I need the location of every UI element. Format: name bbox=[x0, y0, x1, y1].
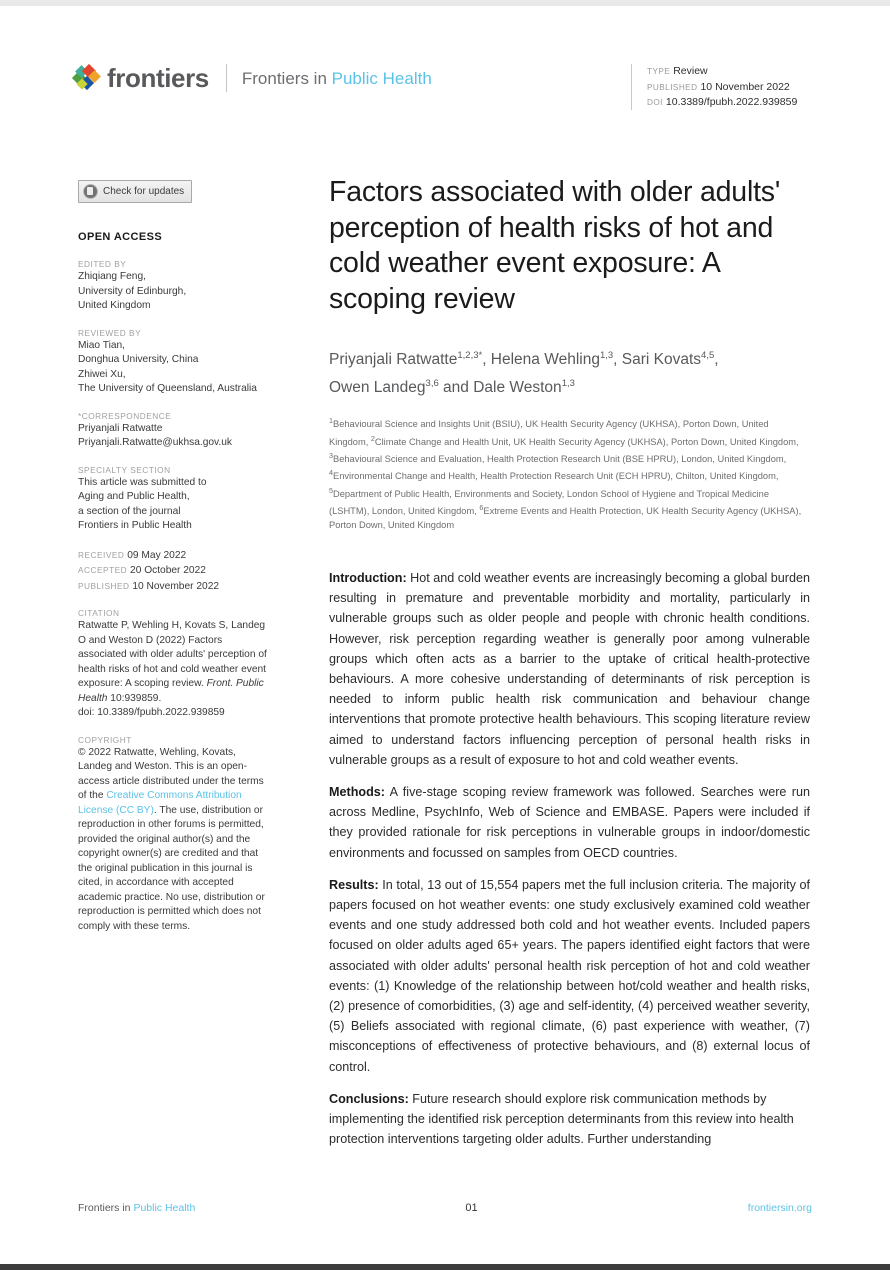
citation-section bbox=[78, 608, 268, 721]
page-number: 01 bbox=[465, 1202, 478, 1214]
abstract-text-methods: A five-stage scoping review framework was followed. Searches were run across Medline, PsychInfo, Web of Science and EMBASE. Papers were included if they provided rationale for risk perceptions in vulnerable groups in indoor/domestic environments and focussed on samples from OECD countries. bbox=[329, 784, 810, 860]
check-for-updates-button[interactable] bbox=[78, 180, 192, 203]
correspondence-key: *CORRESPONDENCE bbox=[78, 410, 172, 421]
meta-doi-value[interactable]: 10.3389/fpubh.2022.939859 bbox=[665, 96, 798, 108]
meta-published-row bbox=[647, 80, 797, 96]
edited-by-line: United Kingdom bbox=[78, 300, 151, 311]
affiliation-marker: 3 bbox=[329, 451, 333, 461]
citation-journal: Front. Public Health bbox=[78, 678, 264, 704]
reviewed-by-line: Miao Tian, bbox=[78, 339, 125, 351]
citation-key: CITATION bbox=[78, 608, 120, 618]
masthead-divider bbox=[226, 64, 227, 92]
copyright-license-link[interactable]: Creative Commons Attribution License (CC BY) bbox=[78, 790, 242, 816]
received-row bbox=[78, 548, 268, 564]
affiliation-text: Environmental Change and Health, Health Protection Research Unit (ECH HPRU), Chilton, United Kingdom, bbox=[333, 471, 779, 482]
published-key: PUBLISHED bbox=[78, 580, 130, 591]
journal-title-prefix: Frontiers in bbox=[241, 68, 332, 88]
abstract-label-methods: Methods: bbox=[329, 784, 385, 799]
edited-by-line: Zhiqiang Feng, bbox=[78, 271, 146, 282]
copyright-part2: . The use, distribution or reproduction in other forums is permitted, provided the original author(s) and the copyright owner(s) are credited and that the original publication in this journal is cited, in accordance with accepted academic practice. No use, distribution or reproduction is permitted which does not comply with these terms. bbox=[78, 804, 265, 932]
meta-doi-row bbox=[647, 95, 797, 111]
check-for-updates-label: Check for updates bbox=[103, 186, 185, 197]
abstract-label-introduction: Introduction: bbox=[329, 570, 407, 585]
affiliation-text: Extreme Events and Health Protection, UK Health Security Agency (UKHSA), Porton Down, United Kingdom bbox=[329, 506, 802, 530]
affiliation-text: Behavioural Science and Evaluation, Health Protection Research Unit (BSE HPRU), London, United Kingdom, bbox=[333, 454, 787, 465]
specialty-line: This article was submitted to bbox=[78, 476, 207, 488]
author-name[interactable]: and Dale Weston bbox=[438, 379, 562, 397]
specialty-key: SPECIALTY SECTION bbox=[78, 464, 171, 475]
open-access-label: OPEN ACCESS bbox=[78, 231, 163, 243]
abstract-paragraph-conclusions bbox=[329, 1089, 810, 1150]
footer-website-link[interactable]: frontiersin.org bbox=[747, 1202, 812, 1214]
published-value: 10 November 2022 bbox=[132, 580, 220, 592]
footer-journal-accent: Public Health bbox=[133, 1202, 196, 1214]
affiliation-marker: 5 bbox=[329, 485, 333, 495]
affiliation-marker: 1 bbox=[329, 416, 333, 426]
author-separator: , bbox=[714, 351, 719, 369]
meta-published-value: 10 November 2022 bbox=[700, 80, 790, 93]
meta-type-key: TYPE bbox=[647, 67, 671, 76]
specialty-line: Aging and Public Health, bbox=[78, 491, 190, 502]
affiliation-text: Department of Public Health, Environments and Society, London School of Hygiene and Tropical Medicine (LSHTM), London, United Kingdom, bbox=[329, 488, 769, 517]
author-affiliation-marker: 1,2,3* bbox=[457, 350, 483, 361]
abstract-label-results: Results: bbox=[329, 877, 379, 892]
reviewed-by-line: The University of Queensland, Australia bbox=[78, 383, 257, 394]
specialty-line: Frontiers in Public Health bbox=[78, 520, 192, 531]
dates-section bbox=[78, 548, 268, 595]
copyright-part1: © 2022 Ratwatte, Wehling, Kovats, Landeg and Weston. This is an open-access article distributed under the terms of the bbox=[78, 746, 264, 801]
edited-by-line: University of Edinburgh, bbox=[78, 285, 187, 297]
specialty-line: a section of the journal bbox=[78, 505, 181, 517]
meta-type-row bbox=[647, 64, 797, 80]
page-sheet bbox=[0, 12, 890, 1264]
page-title: Factors associated with older adults' perception of health risks of hot and cold weather event exposure: A scoping review bbox=[329, 176, 781, 315]
edited-by-key: EDITED BY bbox=[78, 259, 127, 269]
copyright-key: COPYRIGHT bbox=[78, 734, 132, 745]
accepted-row bbox=[78, 563, 268, 579]
author-affiliation-marker: 4,5 bbox=[701, 350, 715, 361]
reviewed-by-line: Zhiwei Xu, bbox=[78, 368, 126, 380]
author-name[interactable]: , Sari Kovats bbox=[613, 351, 702, 369]
frontiers-logo-icon bbox=[74, 65, 100, 91]
article-body bbox=[329, 175, 810, 1161]
meta-type-value: Review bbox=[673, 65, 708, 77]
accepted-value: 20 October 2022 bbox=[130, 565, 206, 576]
affiliation-text: Behavioural Science and Insights Unit (BSIU), UK Health Security Agency (UKHSA), Porton Down, United Kingdom, bbox=[329, 419, 769, 447]
copyright-section bbox=[78, 735, 268, 935]
sidebar bbox=[78, 180, 268, 948]
journal-title-accent: Public Health bbox=[331, 68, 432, 88]
received-value: 09 May 2022 bbox=[127, 549, 187, 561]
author-name[interactable]: Priyanjali Ratwatte bbox=[329, 351, 458, 369]
reviewed-by-section bbox=[78, 328, 268, 397]
journal-title bbox=[242, 70, 432, 87]
affiliation-marker: 4 bbox=[329, 468, 333, 478]
article-meta bbox=[631, 64, 797, 110]
specialty-section bbox=[78, 465, 268, 534]
author-affiliation-marker: 1,3 bbox=[561, 378, 575, 390]
abstract-paragraph-results bbox=[329, 875, 810, 1077]
affiliations-list bbox=[329, 414, 810, 532]
correspondence-name: Priyanjali Ratwatte bbox=[78, 422, 163, 434]
reviewed-by-line: Donghua University, China bbox=[78, 354, 199, 365]
abstract-text-conclusions: Future research should explore risk communication methods by implementing the identified risk perception determinants from this review into health protection interventions targeting older adults. Further understanding bbox=[329, 1091, 794, 1147]
citation-locator: 10:939859. bbox=[107, 692, 162, 704]
author-affiliation-marker: 1,3 bbox=[599, 350, 614, 361]
affiliation-marker: 2 bbox=[370, 433, 375, 443]
frontiers-wordmark: frontiers bbox=[107, 63, 209, 93]
copyright-text bbox=[78, 746, 268, 935]
author-name[interactable]: , Helena Wehling bbox=[482, 351, 600, 369]
accepted-key: ACCEPTED bbox=[78, 565, 128, 575]
edited-by-section bbox=[78, 259, 268, 314]
abstract-paragraph-introduction bbox=[329, 568, 810, 770]
author-name[interactable]: Owen Landeg bbox=[329, 379, 426, 397]
citation-text bbox=[78, 619, 268, 721]
citation-main: Ratwatte P, Wehling H, Kovats S, Landeg O and Weston D (2022) Factors associated with older adults' perception of health risks of hot and cold weather event exposure: A scoping review. bbox=[78, 620, 267, 689]
affiliation-marker: 6 bbox=[479, 503, 484, 513]
page-footer bbox=[78, 1202, 812, 1214]
abstract-paragraph-methods bbox=[329, 782, 810, 863]
published-row bbox=[78, 579, 268, 595]
meta-doi-key: DOI bbox=[647, 98, 663, 107]
footer-journal bbox=[78, 1202, 195, 1214]
correspondence-email[interactable]: Priyanjali.Ratwatte@ukhsa.gov.uk bbox=[78, 437, 232, 448]
reviewed-by-key: REVIEWED BY bbox=[78, 327, 142, 338]
received-key: RECEIVED bbox=[78, 549, 125, 560]
citation-doi[interactable]: doi: 10.3389/fpubh.2022.939859 bbox=[78, 707, 225, 718]
author-list bbox=[329, 344, 810, 400]
footer-journal-prefix: Frontiers in bbox=[78, 1202, 134, 1214]
journal-masthead bbox=[74, 64, 432, 92]
abstract-text-introduction: Hot and cold weather events are increasingly becoming a global burden resulting in premature and preventable morbidity and mortality, particularly in vulnerable groups such as older people and people with chronic health conditions. However, risk perception regarding weather is generally poor among vulnerable groups which often acts as a barrier to the uptake of critical health-protective behaviours. A more cohesive understanding of determinants of risk perception is needed to inform public health risk communication and behaviour change interventions that promote protective health behaviours. This scoping literature review aimed to understand factors influencing perception of personal health risks in vulnerable groups as a result of exposure to hot and cold weather events. bbox=[329, 570, 810, 767]
correspondence-section bbox=[78, 411, 268, 451]
author-affiliation-marker: 3,6 bbox=[425, 378, 439, 390]
crossmark-icon bbox=[83, 184, 98, 199]
abstract-label-conclusions: Conclusions: bbox=[329, 1091, 409, 1106]
meta-published-key: PUBLISHED bbox=[647, 82, 698, 92]
affiliation-text: Climate Change and Health Unit, UK Health Security Agency (UKHSA), Porton Down, United Kingdom, bbox=[374, 436, 799, 447]
abstract-text-results: In total, 13 out of 15,554 papers met the full inclusion criteria. The majority of papers focused on hot weather events: one study exclusively examined cold weather events and one study addressed both cold and hot weather events. Included papers focused on older adults aged 65+ years. The papers identified eight factors that were associated with older adults' personal health risk perception of hot and cold weather events: (1) Knowledge of the relationship between hot/cold weather and health risks, (2) presence of comorbidities, (3) age and self-identity, (4) perceived weather severity, (5) Beliefs associated with regional climate, (6) past experience with weather, (7) misconceptions of effectiveness of protective behaviours, and (8) external locus of control. bbox=[329, 877, 810, 1074]
